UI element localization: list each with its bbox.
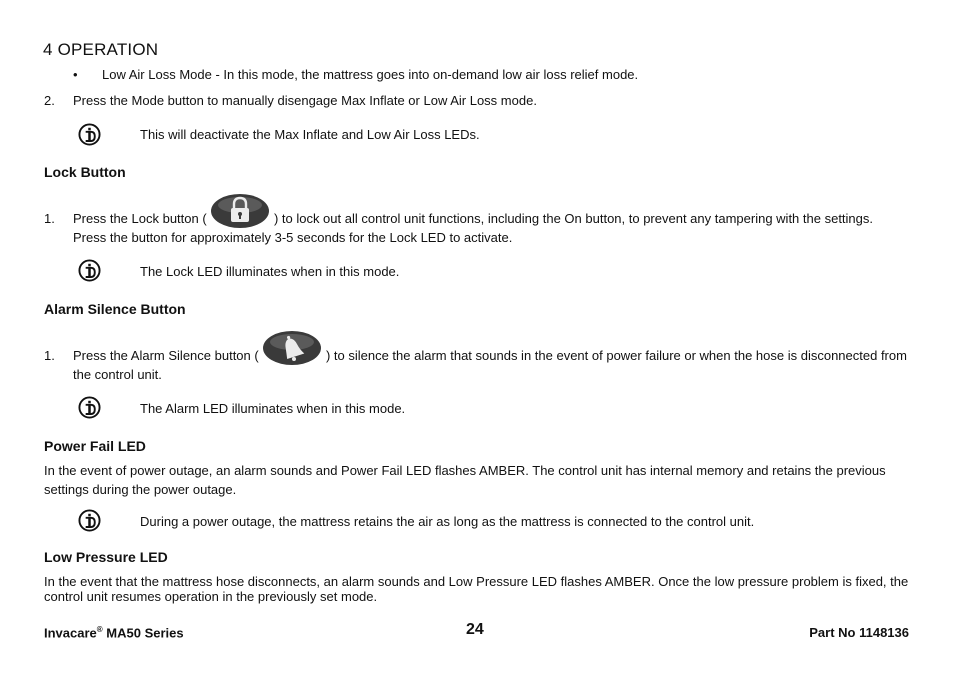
lock-step-number: 1. [44,211,55,226]
low-pressure-line2: control unit resumes operation in the previously set mode. [44,589,378,604]
alarm-step-text [73,346,907,366]
lock-step-text [73,209,873,229]
info-icon [78,396,101,419]
alarm-step-pre: Press the Alarm Silence button ( [73,348,259,363]
info-icon [78,509,101,532]
lock-step-pre: Press the Lock button ( [73,211,207,226]
bell-button-icon [262,330,322,366]
brand-name: Invacare [44,625,97,641]
lock-note: The Lock LED illuminates when in this mode. [140,264,400,279]
info-icon [78,123,101,146]
bullet-marker: • [73,67,78,82]
info-icon [78,259,101,282]
page-number: 24 [466,621,484,638]
registered-mark: ® [96,625,103,634]
note-text: This will deactivate the Max Inflate and Low Air Loss LEDs. [140,127,480,142]
step-text: Press the Mode button to manually disengage Max Inflate or Low Air Loss mode. [73,93,537,108]
series-name: MA50 Series [102,625,184,641]
lock-step-post: ) to lock out all control unit functions, including the On button, to prevent any tampering with the settings. [273,211,873,226]
section-title: 4 OPERATION [43,40,159,59]
bullet-text: Low Air Loss Mode - In this mode, the mattress goes into on-demand low air loss relief mode. [102,67,639,82]
footer-brand [44,625,184,640]
part-number: Part No 1148136 [809,625,909,640]
alarm-heading: Alarm Silence Button [44,301,186,317]
alarm-step-line2: the control unit. [73,367,162,382]
low-pressure-line1: In the event that the mattress hose disconnects, an alarm sounds and Low Pressure LED flashes AMBER. Once the low pressure problem is fixed, the [44,574,909,589]
alarm-step-number: 1. [44,348,55,363]
power-fail-note: During a power outage, the mattress retains the air as long as the mattress is connected to the control unit. [140,514,755,529]
step-number: 2. [44,93,55,108]
power-fail-heading: Power Fail LED [44,438,146,454]
low-pressure-heading: Low Pressure LED [44,549,168,565]
lock-step-line2: Press the button for approximately 3-5 seconds for the Lock LED to activate. [73,230,513,245]
lock-heading: Lock Button [44,164,126,180]
power-fail-line2: settings during the power outage. [44,482,237,497]
power-fail-line1: In the event of power outage, an alarm sounds and Power Fail LED flashes AMBER. The control unit has internal memory and retains the previous [44,463,886,478]
lock-button-icon [210,193,270,229]
alarm-step-post: ) to silence the alarm that sounds in the event of power failure or when the hose is disconnected from [325,348,907,363]
alarm-note: The Alarm LED illuminates when in this mode. [140,401,406,416]
